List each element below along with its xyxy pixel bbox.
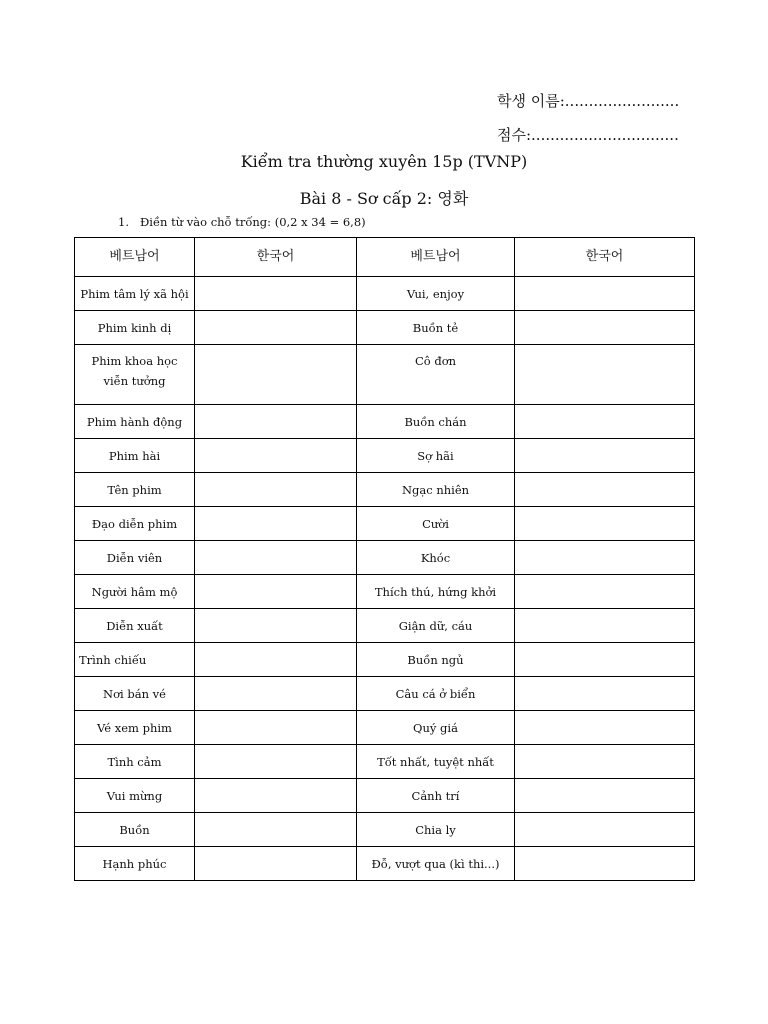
header-vietnamese-left: 베트남어 — [75, 238, 195, 277]
korean-answer-field-left[interactable] — [195, 779, 357, 813]
vietnamese-term-right: Câu cá ở biển — [357, 677, 515, 711]
table-body — [75, 277, 695, 881]
vietnamese-term-right: Vui, enjoy — [357, 277, 515, 311]
table-row — [75, 439, 695, 473]
table-row — [75, 711, 695, 745]
vietnamese-term-right: Cô đơn — [357, 345, 515, 405]
vietnamese-term-left: Đạo diễn phim — [75, 507, 195, 541]
korean-answer-field-right[interactable] — [515, 345, 695, 405]
vietnamese-term-right: Sợ hãi — [357, 439, 515, 473]
vietnamese-term-left: Nơi bán vé — [75, 677, 195, 711]
vietnamese-term-left: Người hâm mộ — [75, 575, 195, 609]
korean-answer-field-left[interactable] — [195, 609, 357, 643]
instruction — [118, 215, 366, 229]
korean-answer-field-left[interactable] — [195, 405, 357, 439]
instruction-text: Điền từ vào chỗ trống: (0,2 x 34 = 6,8) — [140, 215, 366, 229]
page-subtitle: Bài 8 - Sơ cấp 2: 영화 — [299, 189, 469, 208]
table-row — [75, 813, 695, 847]
table-row — [75, 847, 695, 881]
vietnamese-term-left: Phim tâm lý xã hội — [75, 277, 195, 311]
vietnamese-term-left: Phim kinh dị — [75, 311, 195, 345]
vietnamese-term-left: Tên phim — [75, 473, 195, 507]
korean-answer-field-left[interactable] — [195, 507, 357, 541]
korean-answer-field-right[interactable] — [515, 311, 695, 345]
vietnamese-term-left: Phim hài — [75, 439, 195, 473]
table-row — [75, 473, 695, 507]
instruction-number: 1. — [118, 215, 129, 229]
vietnamese-term-right: Cảnh trí — [357, 779, 515, 813]
header-vietnamese-right: 베트남어 — [357, 238, 515, 277]
vietnamese-term-left: Vé xem phim — [75, 711, 195, 745]
header-korean-left: 한국어 — [195, 238, 357, 277]
korean-answer-field-right[interactable] — [515, 779, 695, 813]
korean-answer-field-right[interactable] — [515, 277, 695, 311]
vietnamese-term-left: Hạnh phúc — [75, 847, 195, 881]
vietnamese-term-right: Giận dữ, cáu — [357, 609, 515, 643]
vietnamese-term-right: Đỗ, vượt qua (kì thi...) — [357, 847, 515, 881]
korean-answer-field-right[interactable] — [515, 813, 695, 847]
table-row — [75, 779, 695, 813]
table-row — [75, 677, 695, 711]
korean-answer-field-right[interactable] — [515, 405, 695, 439]
korean-answer-field-right[interactable] — [515, 745, 695, 779]
score-line: 점수:............................... — [497, 126, 679, 144]
korean-answer-field-right[interactable] — [515, 643, 695, 677]
korean-answer-field-right[interactable] — [515, 439, 695, 473]
table-row — [75, 507, 695, 541]
table-row — [75, 277, 695, 311]
vietnamese-term-left: Phim khoa học viễn tưởng — [75, 345, 195, 405]
table-row — [75, 345, 695, 405]
vietnamese-term-right: Tốt nhất, tuyệt nhất — [357, 745, 515, 779]
vietnamese-term-left: Tình cảm — [75, 745, 195, 779]
vietnamese-term-left: Trình chiếu — [75, 643, 195, 677]
vietnamese-term-right: Khóc — [357, 541, 515, 575]
korean-answer-field-right[interactable] — [515, 575, 695, 609]
table-row — [75, 643, 695, 677]
korean-answer-field-right[interactable] — [515, 609, 695, 643]
vietnamese-term-left: Diễn xuất — [75, 609, 195, 643]
vietnamese-term-right: Quý giá — [357, 711, 515, 745]
korean-answer-field-left[interactable] — [195, 439, 357, 473]
korean-answer-field-right[interactable] — [515, 541, 695, 575]
korean-answer-field-left[interactable] — [195, 541, 357, 575]
korean-answer-field-left[interactable] — [195, 745, 357, 779]
table-row — [75, 311, 695, 345]
korean-answer-field-left[interactable] — [195, 711, 357, 745]
korean-answer-field-right[interactable] — [515, 473, 695, 507]
vietnamese-term-right: Cười — [357, 507, 515, 541]
korean-answer-field-left[interactable] — [195, 473, 357, 507]
korean-answer-field-left[interactable] — [195, 677, 357, 711]
korean-answer-field-left[interactable] — [195, 847, 357, 881]
korean-answer-field-right[interactable] — [515, 677, 695, 711]
header-korean-right: 한국어 — [515, 238, 695, 277]
korean-answer-field-right[interactable] — [515, 711, 695, 745]
table-row — [75, 609, 695, 643]
korean-answer-field-left[interactable] — [195, 311, 357, 345]
korean-answer-field-left[interactable] — [195, 643, 357, 677]
vietnamese-term-right: Chia ly — [357, 813, 515, 847]
vietnamese-term-left: Vui mừng — [75, 779, 195, 813]
table-row — [75, 541, 695, 575]
vietnamese-term-left: Diễn viên — [75, 541, 195, 575]
page-title: Kiểm tra thường xuyên 15p (TVNP) — [240, 152, 528, 171]
table-row — [75, 405, 695, 439]
vietnamese-term-right: Buồn tẻ — [357, 311, 515, 345]
korean-answer-field-left[interactable] — [195, 813, 357, 847]
vietnamese-term-right: Buồn ngủ — [357, 643, 515, 677]
vietnamese-term-left: Buồn — [75, 813, 195, 847]
korean-answer-field-right[interactable] — [515, 507, 695, 541]
table-row — [75, 745, 695, 779]
korean-answer-field-left[interactable] — [195, 277, 357, 311]
korean-answer-field-left[interactable] — [195, 575, 357, 609]
vietnamese-term-right: Thích thú, hứng khởi — [357, 575, 515, 609]
vocabulary-table — [74, 237, 695, 881]
table-header-row — [75, 238, 695, 277]
student-name-line: 학생 이름:........................ — [497, 92, 680, 110]
korean-answer-field-left[interactable] — [195, 345, 357, 405]
table-row — [75, 575, 695, 609]
vietnamese-term-right: Buồn chán — [357, 405, 515, 439]
vietnamese-term-right: Ngạc nhiên — [357, 473, 515, 507]
korean-answer-field-right[interactable] — [515, 847, 695, 881]
vietnamese-term-left: Phim hành động — [75, 405, 195, 439]
